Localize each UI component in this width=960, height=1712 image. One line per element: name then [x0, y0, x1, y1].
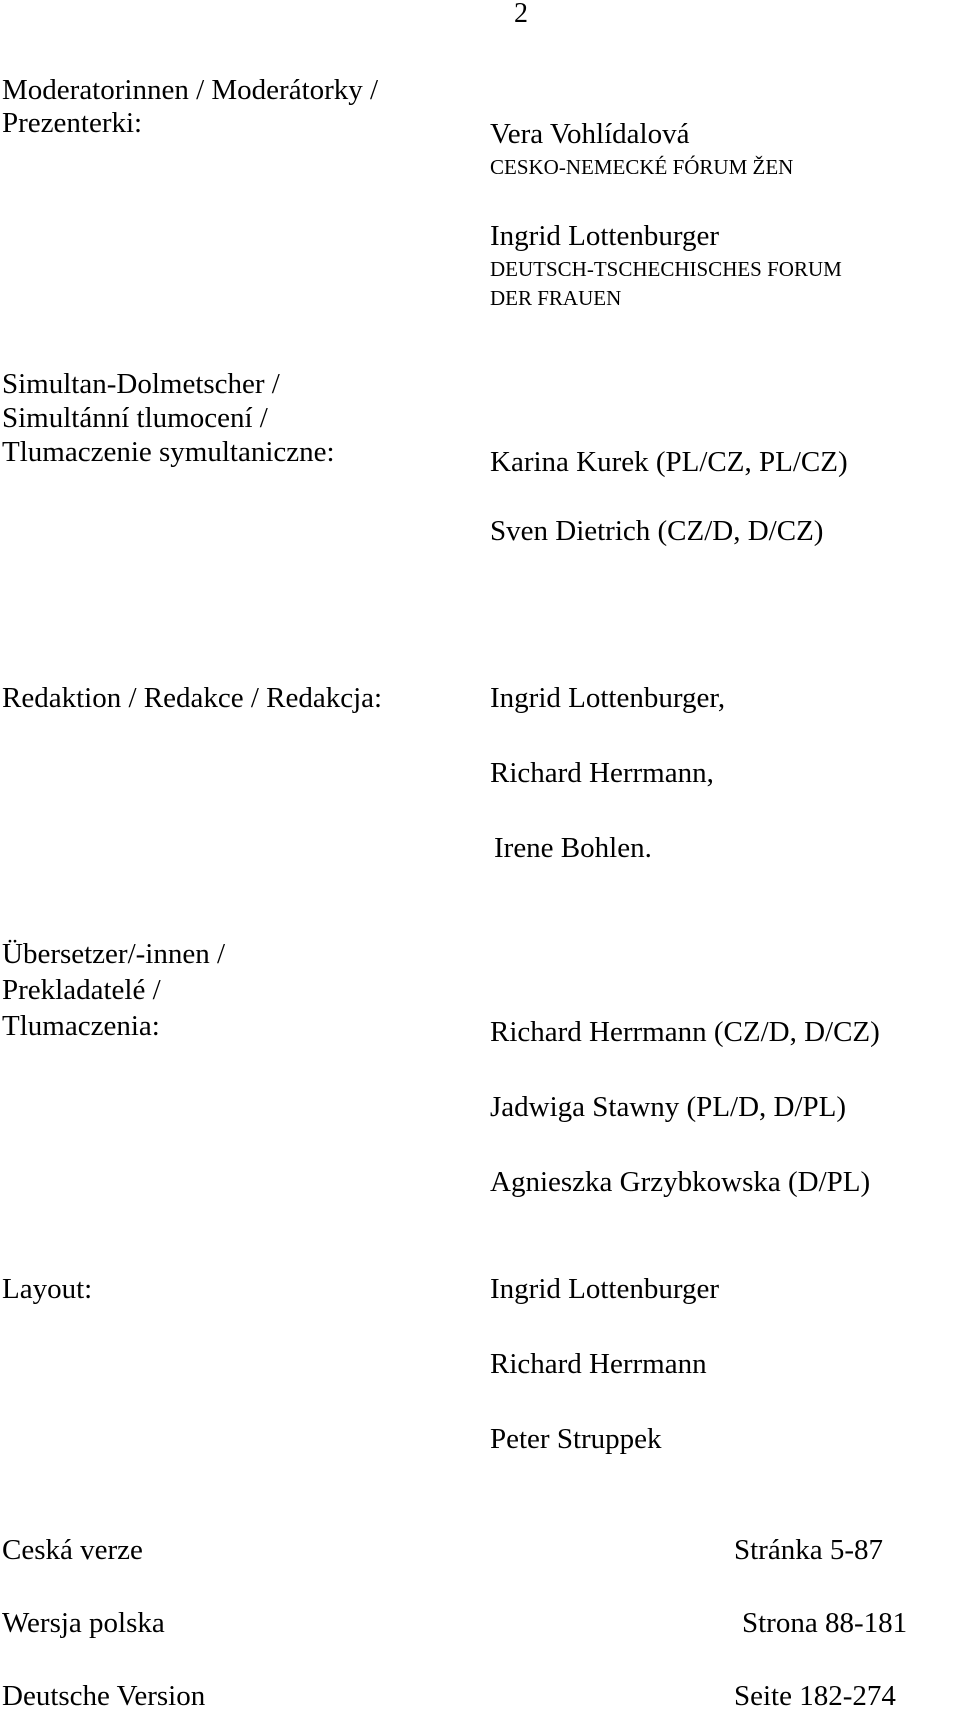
moderator-name-2: Ingrid Lottenburger: [490, 220, 719, 252]
layout-label: Layout:: [2, 1273, 93, 1305]
editor-1: Ingrid Lottenburger,: [490, 682, 726, 714]
layout-person-1: Ingrid Lottenburger: [490, 1273, 719, 1305]
translator-2: Jadwiga Stawny (PL/D, D/PL): [490, 1091, 847, 1123]
translator-1: Richard Herrmann (CZ/D, D/CZ): [490, 1016, 880, 1048]
version-pages: Stránka 5-87: [734, 1534, 883, 1566]
translators-label-line2: Prekladatelé /: [2, 974, 161, 1006]
moderator-org-2-line1: DEUTSCH-TSCHECHISCHES FORUM: [490, 257, 842, 281]
interpreters-label-line1: Simultan-Dolmetscher /: [2, 368, 280, 400]
editor-2: Richard Herrmann,: [490, 757, 714, 789]
translators-label-line1: Übersetzer/-innen /: [2, 938, 226, 970]
interpreters-label-line3: Tlumaczenie symultaniczne:: [2, 436, 335, 468]
moderator-org-2-line2: DER FRAUEN: [490, 286, 622, 310]
layout-person-3: Peter Struppek: [490, 1423, 662, 1455]
translators-label-line3: Tlumaczenia:: [2, 1010, 160, 1042]
version-name: Deutsche Version: [2, 1680, 206, 1712]
moderators-label-line2: Prezenterki:: [2, 107, 143, 139]
version-name: Ceská verze: [2, 1534, 143, 1566]
interpreter-2: Sven Dietrich (CZ/D, D/CZ): [490, 515, 824, 547]
version-name: Wersja polska: [2, 1607, 165, 1639]
version-pages: Strona 88-181: [742, 1607, 908, 1639]
version-pages: Seite 182-274: [734, 1680, 896, 1712]
interpreter-1: Karina Kurek (PL/CZ, PL/CZ): [490, 446, 848, 478]
editor-3: Irene Bohlen.: [494, 832, 652, 864]
translator-3: Agnieszka Grzybkowska (D/PL): [490, 1166, 871, 1198]
layout-person-2: Richard Herrmann: [490, 1348, 707, 1380]
moderator-org-1: CESKO-NEMECKÉ FÓRUM ŽEN: [490, 155, 794, 179]
editors-label: Redaktion / Redakce / Redakcja:: [2, 682, 383, 714]
page-number: 2: [514, 0, 528, 29]
moderators-label-line1: Moderatorinnen / Moderátorky /: [2, 74, 379, 106]
interpreters-label-line2: Simultánní tlumocení /: [2, 402, 268, 434]
moderator-name-1: Vera Vohlídalová: [490, 118, 690, 150]
